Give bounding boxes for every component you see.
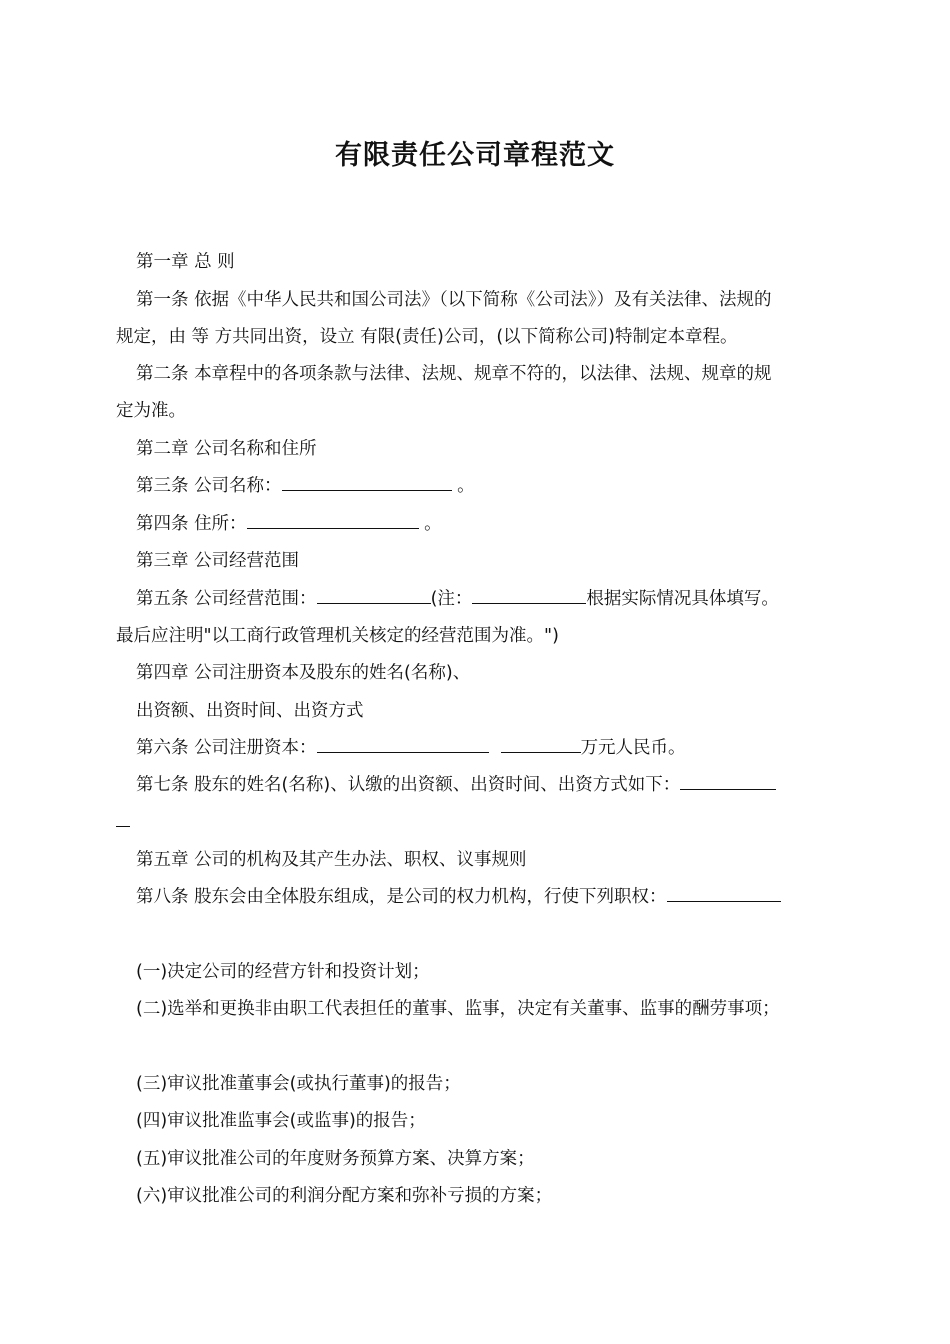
article-4 [136, 512, 442, 536]
chapter-4-heading-line-1: 第四章 公司注册资本及股东的姓名(名称)、 [136, 663, 471, 683]
address-blank [247, 512, 419, 529]
article-5-line-2: 最后应注明"以工商行政管理机关核定的经营范围为准。") [116, 626, 559, 646]
article-1-line-1: 第一条 依据《中华人民共和国公司法》（以下简称《公司法》）及有关法律、法规的 [136, 290, 772, 310]
article-5-line-1 [136, 587, 779, 611]
chapter-4-heading-line-2: 出资额、出资时间、出资方式 [136, 701, 364, 721]
chapter-3-heading: 第三章 公司经营范围 [136, 551, 300, 571]
amount-blank [501, 736, 581, 753]
article-5-note: (注： [430, 589, 473, 609]
company-name-blank [282, 474, 452, 491]
article-6-label: 第六条 公司注册资本： [136, 738, 317, 758]
article-5-label: 第五条 公司经营范围： [136, 589, 317, 609]
power-item-6: (六)审议批准公司的利润分配方案和弥补亏损的方案； [136, 1186, 553, 1206]
power-item-3: (三)审议批准董事会(或执行董事)的报告； [136, 1074, 461, 1094]
shareholders-blank [680, 773, 776, 790]
powers-blank [667, 885, 781, 902]
chapter-2-heading: 第二章 公司名称和住所 [136, 439, 317, 459]
article-5-end: 根据实际情况具体填写。 [586, 589, 779, 609]
power-item-4: (四)审议批准监事会(或监事)的报告； [136, 1111, 426, 1131]
power-item-1: (一)决定公司的经营方针和投资计划； [136, 962, 430, 982]
article-1-line-2: 规定，由 等 方共同出资，设立 有限(责任)公司，(以下简称公司)特制定本章程。 [116, 327, 738, 347]
chapter-5-heading: 第五章 公司的机构及其产生办法、职权、议事规则 [136, 850, 527, 870]
article-7-label: 第七条 股东的姓名(名称)、认缴的出资额、出资时间、出资方式如下： [136, 775, 681, 795]
article-7-continuation [116, 810, 130, 834]
shareholders-blank-continued [116, 810, 130, 827]
registered-capital-blank [317, 736, 489, 753]
note-blank [472, 587, 586, 604]
article-8 [136, 885, 781, 909]
chapter-1-heading: 第一章 总 则 [136, 252, 235, 272]
article-2-line-1: 第二条 本章程中的各项条款与法律、法规、规章不符的，以法律、法规、规章的规 [136, 364, 772, 384]
article-6-end: 万元人民币。 [580, 738, 686, 758]
article-8-label: 第八条 股东会由全体股东组成，是公司的权力机构，行使下列职权： [136, 887, 667, 907]
article-6 [136, 736, 686, 760]
article-3 [136, 474, 475, 498]
article-3-label: 第三条 公司名称： [136, 476, 282, 496]
article-3-end: 。 [451, 476, 475, 496]
article-2-line-2: 定为准。 [116, 401, 186, 421]
power-item-5: (五)审议批准公司的年度财务预算方案、决算方案； [136, 1149, 535, 1169]
power-item-2: (二)选举和更换非由职工代表担任的董事、监事，决定有关董事、监事的酬劳事项； [136, 999, 780, 1019]
document-title: 有限责任公司章程范文 [335, 140, 615, 171]
article-4-end: 。 [418, 514, 442, 534]
article-7 [136, 773, 776, 797]
business-scope-blank [317, 587, 431, 604]
article-4-label: 第四条 住所： [136, 514, 247, 534]
